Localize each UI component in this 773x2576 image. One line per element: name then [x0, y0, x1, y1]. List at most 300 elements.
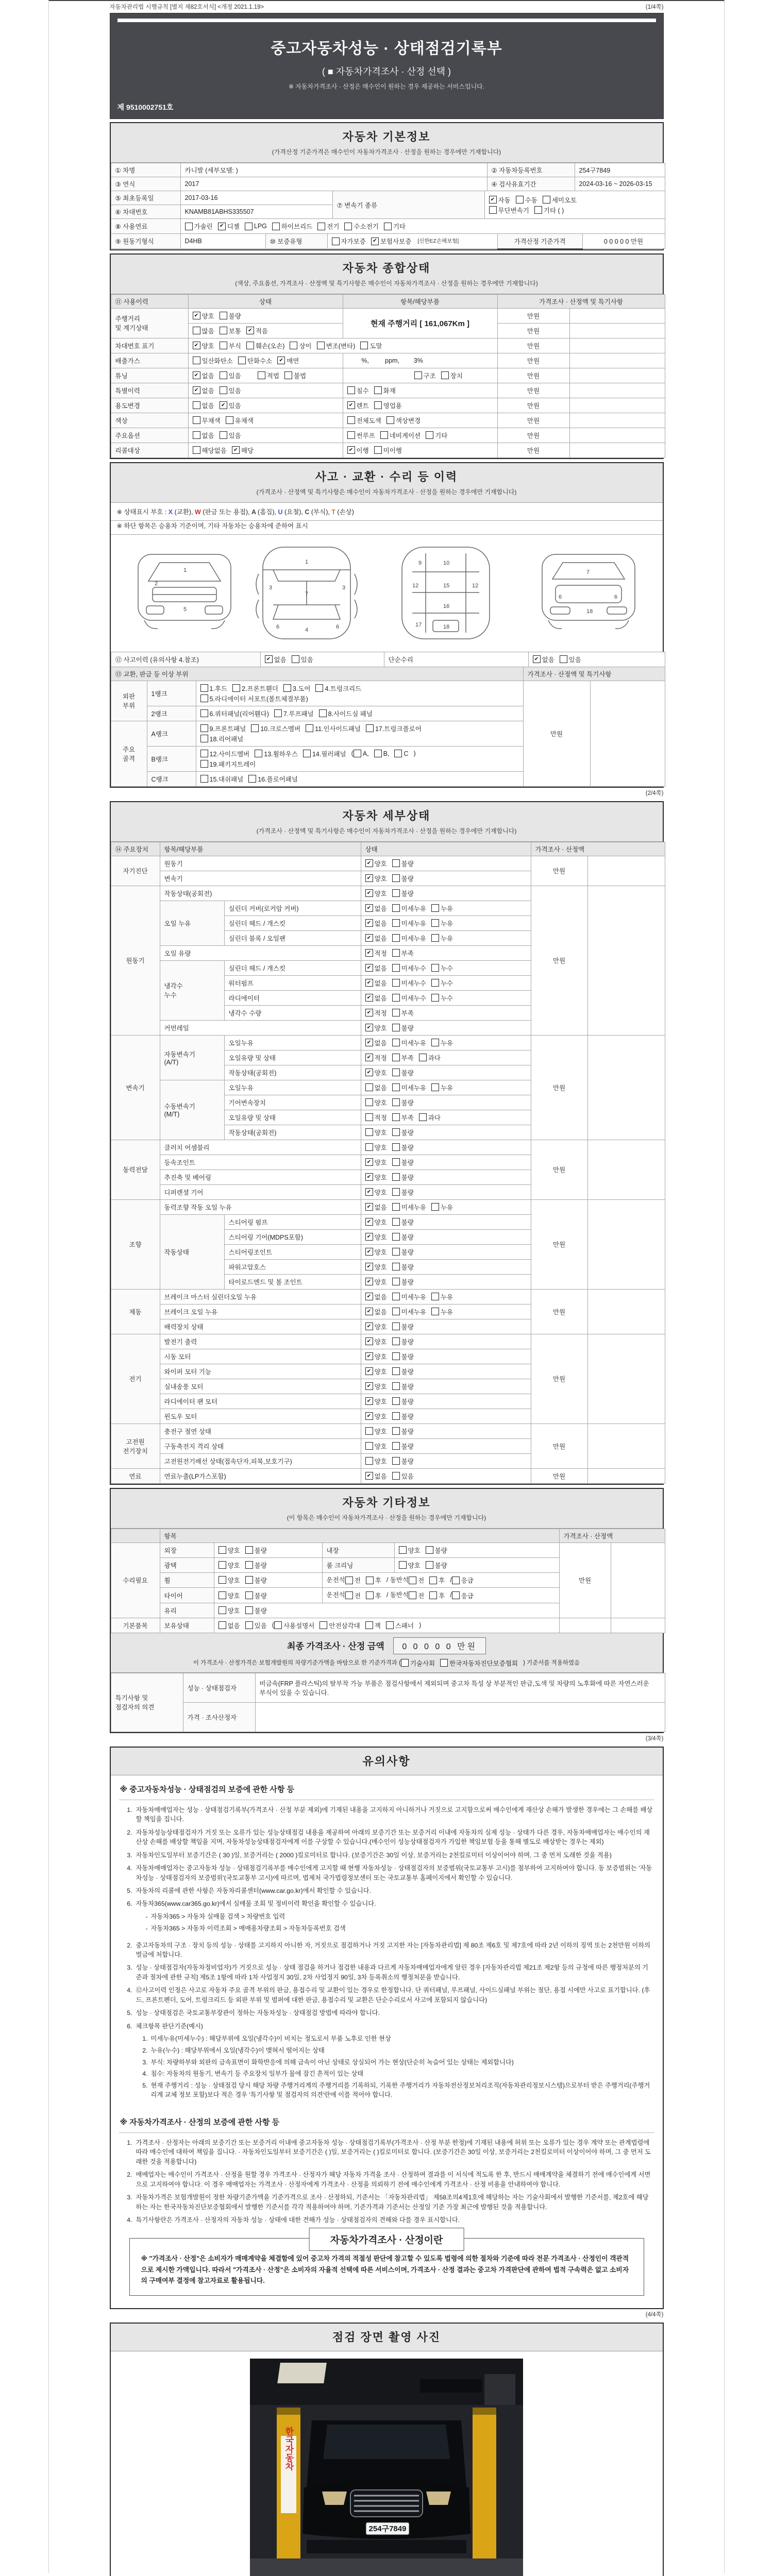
checkbox-양호[interactable]	[365, 1397, 387, 1406]
checkbox-box[interactable]	[489, 206, 497, 214]
checkbox-양호[interactable]	[365, 1128, 387, 1137]
checkbox-세미오토[interactable]	[543, 195, 577, 205]
checkbox-양호[interactable]	[365, 1023, 387, 1032]
checkbox-box[interactable]	[392, 1472, 400, 1480]
checkbox-box[interactable]: ✔	[365, 1024, 373, 1031]
checkbox-box[interactable]	[392, 1263, 400, 1270]
checkbox-양호[interactable]	[219, 1561, 240, 1570]
checkbox-box[interactable]	[392, 889, 400, 897]
checkbox-box[interactable]: ✔	[365, 1173, 373, 1181]
checkbox-box[interactable]	[365, 1143, 373, 1151]
checkbox-box[interactable]	[392, 1143, 400, 1151]
checkbox-훼손(오손)[interactable]	[246, 341, 285, 350]
checkbox-box[interactable]	[185, 223, 193, 230]
checkbox-box[interactable]	[258, 371, 265, 379]
checkbox-box[interactable]: ✔	[371, 238, 379, 245]
checkbox-없음[interactable]	[193, 401, 214, 410]
checkbox-box[interactable]: ✔	[533, 655, 541, 663]
checkbox-불량[interactable]	[392, 1143, 414, 1152]
checkbox-box[interactable]	[200, 775, 208, 783]
checkbox-box[interactable]	[392, 1427, 400, 1435]
checkbox-렌트[interactable]	[347, 401, 369, 410]
checkbox-누수[interactable]	[431, 978, 453, 988]
checkbox-box[interactable]	[431, 979, 439, 987]
checkbox-장치[interactable]	[441, 371, 463, 380]
checkbox-box[interactable]	[392, 979, 400, 987]
checkbox-도말[interactable]	[360, 341, 382, 350]
checkbox-불량[interactable]	[392, 1173, 414, 1182]
checkbox-box[interactable]: ✔	[365, 1352, 373, 1360]
checkbox-없음[interactable]	[365, 963, 387, 973]
checkbox-box[interactable]	[365, 1083, 373, 1091]
checkbox-box[interactable]	[399, 1561, 407, 1569]
checkbox-이행[interactable]	[347, 446, 369, 455]
checkbox-누유[interactable]	[431, 1083, 453, 1092]
checkbox-box[interactable]	[392, 1233, 400, 1241]
checkbox-box[interactable]	[354, 750, 361, 757]
checkbox-box[interactable]: ✔	[365, 904, 373, 912]
checkbox-영업용[interactable]	[374, 401, 402, 410]
checkbox-불량[interactable]	[392, 1262, 414, 1272]
checkbox-불량[interactable]	[392, 1427, 414, 1436]
checkbox-box[interactable]: ✔	[193, 342, 200, 349]
checkbox-box[interactable]	[365, 1442, 373, 1450]
checkbox-있음[interactable]	[220, 401, 241, 410]
checkbox-box[interactable]	[345, 1577, 353, 1584]
checkbox-없음[interactable]	[365, 993, 387, 1003]
checkbox-수소전기[interactable]	[344, 222, 378, 231]
checkbox-불량[interactable]	[392, 1277, 414, 1286]
checkbox-없음[interactable]	[533, 655, 554, 664]
checkbox-box[interactable]	[366, 724, 374, 732]
checkbox-box[interactable]	[193, 327, 200, 334]
checkbox-12.사이드멤버[interactable]	[200, 749, 250, 758]
checkbox-box[interactable]	[386, 416, 394, 424]
checkbox-box[interactable]	[392, 1218, 400, 1226]
checkbox-box[interactable]: ✔	[365, 1412, 373, 1420]
checkbox-없음[interactable]	[365, 904, 387, 913]
checkbox-3.도어[interactable]	[283, 684, 311, 693]
checkbox-box[interactable]	[365, 1427, 373, 1435]
checkbox-box[interactable]: ✔	[365, 1278, 373, 1285]
checkbox-box[interactable]: ✔	[193, 386, 200, 394]
checkbox-box[interactable]: ✔	[365, 934, 373, 942]
checkbox-과다[interactable]	[419, 1053, 441, 1062]
checkbox-해당없음[interactable]	[193, 446, 227, 455]
checkbox-18.리어패널[interactable]	[200, 734, 244, 743]
checkbox-전[interactable]	[345, 1575, 361, 1585]
checkbox-box[interactable]	[441, 371, 449, 379]
checkbox-box[interactable]	[431, 1039, 439, 1046]
checkbox-전[interactable]	[409, 1591, 424, 1600]
checkbox-없음[interactable]	[365, 1083, 387, 1092]
checkbox-box[interactable]: ✔	[365, 1308, 373, 1315]
checkbox-box[interactable]	[392, 1158, 400, 1166]
checkbox-적음[interactable]	[246, 326, 268, 335]
checkbox-box[interactable]: ✔	[365, 979, 373, 987]
checkbox-적정[interactable]	[365, 948, 387, 958]
checkbox-box[interactable]	[317, 342, 325, 349]
checkbox-양호[interactable]	[365, 1158, 387, 1167]
checkbox-과다[interactable]	[419, 1113, 441, 1122]
checkbox-없음[interactable]	[365, 978, 387, 988]
checkbox-양호[interactable]	[219, 1575, 240, 1585]
checkbox-box[interactable]	[365, 1098, 373, 1106]
checkbox-있음[interactable]	[392, 1471, 414, 1481]
checkbox-box[interactable]	[365, 1621, 373, 1629]
checkbox-box[interactable]	[392, 1024, 400, 1031]
checkbox-14.필러패널[interactable]	[303, 749, 346, 758]
checkbox-적법[interactable]	[258, 371, 279, 380]
checkbox-box[interactable]: ✔	[365, 1323, 373, 1330]
checkbox-부족[interactable]	[392, 1113, 414, 1122]
checkbox-미세누수[interactable]	[392, 963, 426, 973]
checkbox-box[interactable]	[392, 994, 400, 1002]
checkbox-응급[interactable]	[452, 1591, 474, 1600]
checkbox-LPG[interactable]	[245, 223, 267, 230]
checkbox-무단변속기[interactable]	[489, 206, 529, 215]
checkbox-자가보증[interactable]	[332, 236, 366, 246]
checkbox-4.트렁크리드[interactable]	[315, 684, 361, 693]
checkbox-누수[interactable]	[431, 993, 453, 1003]
checkbox-불량[interactable]	[392, 1247, 414, 1257]
checkbox-미이행[interactable]	[374, 446, 402, 455]
checkbox-box[interactable]	[200, 724, 208, 732]
checkbox-box[interactable]	[274, 709, 282, 717]
checkbox-box[interactable]	[366, 1577, 374, 1584]
checkbox-box[interactable]	[392, 1098, 400, 1106]
checkbox-box[interactable]: ✔	[193, 371, 200, 379]
checkbox-불량[interactable]	[392, 1382, 414, 1391]
checkbox-box[interactable]	[386, 1621, 394, 1629]
checkbox-box[interactable]: ✔	[365, 1054, 373, 1061]
checkbox-불량[interactable]	[392, 1217, 414, 1227]
checkbox-box[interactable]	[384, 223, 392, 230]
checkbox-box[interactable]	[392, 949, 400, 957]
checkbox-box[interactable]	[426, 431, 433, 439]
checkbox-양호[interactable]	[193, 341, 214, 350]
checkbox-불량[interactable]	[245, 1606, 267, 1615]
checkbox-box[interactable]	[317, 223, 325, 230]
checkbox-색상변경[interactable]	[386, 416, 421, 425]
checkbox-불량[interactable]	[392, 1232, 414, 1242]
checkbox-양호[interactable]	[365, 1442, 387, 1451]
checkbox-누유[interactable]	[431, 904, 453, 913]
checkbox-미세누유[interactable]	[392, 919, 426, 928]
checkbox-box[interactable]	[306, 724, 313, 732]
checkbox-box[interactable]	[392, 1009, 400, 1016]
checkbox-box[interactable]	[534, 206, 542, 214]
checkbox-box[interactable]: ✔	[246, 327, 254, 334]
checkbox-없음[interactable]	[365, 934, 387, 943]
checkbox-box[interactable]	[392, 904, 400, 912]
checkbox-box[interactable]: ✔	[365, 1263, 373, 1270]
checkbox-누유[interactable]	[431, 1292, 453, 1301]
checkbox-없음[interactable]	[365, 1307, 387, 1316]
checkbox-전기[interactable]	[317, 222, 339, 231]
checkbox-box[interactable]	[374, 386, 382, 394]
checkbox-미세누수[interactable]	[392, 978, 426, 988]
checkbox-양호[interactable]	[219, 1546, 240, 1555]
checkbox-9.프론트패널[interactable]	[200, 724, 246, 733]
checkbox-응급[interactable]	[452, 1575, 474, 1585]
checkbox-box[interactable]	[332, 238, 340, 245]
checkbox-box[interactable]	[392, 1039, 400, 1046]
checkbox-box[interactable]: ✔	[218, 223, 226, 230]
checkbox-있음[interactable]	[220, 371, 241, 380]
checkbox-box[interactable]: ✔	[365, 919, 373, 927]
checkbox-없음[interactable]	[193, 371, 214, 380]
checkbox-양호[interactable]	[365, 1232, 387, 1242]
checkbox-box[interactable]	[290, 342, 297, 349]
checkbox-box[interactable]	[365, 1457, 373, 1465]
checkbox-box[interactable]	[392, 1128, 400, 1136]
checkbox-부족[interactable]	[392, 948, 414, 958]
checkbox-없음[interactable]	[365, 1202, 387, 1212]
checkbox-없음[interactable]	[193, 386, 214, 395]
checkbox-16.플로어패널[interactable]	[248, 774, 298, 784]
checkbox-유채색[interactable]	[226, 416, 254, 425]
checkbox-후[interactable]	[366, 1575, 381, 1585]
checkbox-불량[interactable]	[392, 1068, 414, 1077]
checkbox-없음[interactable]	[365, 1471, 387, 1481]
checkbox-한국자동차진단보증협회[interactable]	[440, 1658, 518, 1668]
checkbox-box[interactable]	[245, 1576, 253, 1584]
checkbox-box[interactable]: ✔	[365, 1367, 373, 1375]
checkbox-box[interactable]	[392, 919, 400, 927]
checkbox-box[interactable]	[392, 1382, 400, 1390]
checkbox-box[interactable]	[392, 1442, 400, 1450]
checkbox-불량[interactable]	[392, 1337, 414, 1346]
checkbox-box[interactable]	[245, 1606, 253, 1614]
checkbox-box[interactable]	[431, 1203, 439, 1211]
checkbox-box[interactable]	[516, 196, 524, 204]
checkbox-있음[interactable]	[560, 655, 581, 664]
checkbox-box[interactable]	[560, 655, 567, 663]
checkbox-box[interactable]	[426, 1561, 433, 1569]
checkbox-box[interactable]: ✔	[365, 1039, 373, 1046]
checkbox-box[interactable]	[392, 1352, 400, 1360]
checkbox-불량[interactable]	[220, 311, 241, 320]
checkbox-box[interactable]	[392, 1337, 400, 1345]
checkbox-상이[interactable]	[290, 341, 311, 350]
checkbox-box[interactable]	[392, 934, 400, 942]
checkbox-19.패키지트레이[interactable]	[200, 759, 256, 769]
checkbox-미세누유[interactable]	[392, 934, 426, 943]
checkbox-box[interactable]	[319, 709, 327, 717]
checkbox-양호[interactable]	[365, 1247, 387, 1257]
checkbox-box[interactable]: ✔	[365, 1188, 373, 1196]
checkbox-box[interactable]	[431, 934, 439, 942]
checkbox-불량[interactable]	[392, 1352, 414, 1361]
checkbox-해당[interactable]	[232, 446, 254, 455]
checkbox-적정[interactable]	[365, 1113, 387, 1122]
checkbox-box[interactable]	[392, 1412, 400, 1420]
checkbox-불량[interactable]	[245, 1591, 267, 1600]
checkbox-box[interactable]: ✔	[277, 357, 285, 364]
checkbox-불량[interactable]	[245, 1575, 267, 1585]
checkbox-box[interactable]	[200, 735, 208, 742]
checkbox-box[interactable]	[345, 1591, 353, 1599]
checkbox-없음[interactable]	[365, 1038, 387, 1047]
checkbox-box[interactable]	[392, 1323, 400, 1330]
checkbox-box[interactable]	[392, 1308, 400, 1315]
checkbox-box[interactable]: ✔	[220, 401, 227, 409]
checkbox-box[interactable]: ✔	[365, 859, 373, 867]
checkbox-없음[interactable]	[219, 1621, 240, 1630]
checkbox-13.휠하우스[interactable]	[255, 749, 298, 758]
checkbox-box[interactable]	[452, 1591, 460, 1599]
checkbox-양호[interactable]	[365, 1098, 387, 1107]
checkbox-불량[interactable]	[392, 859, 414, 868]
checkbox-box[interactable]: ✔	[265, 655, 273, 663]
checkbox-하이브리드[interactable]	[272, 222, 312, 231]
checkbox-box[interactable]	[220, 312, 227, 319]
checkbox-box[interactable]	[193, 431, 200, 439]
checkbox-5.라디에이터 서포트(볼트체결부품)[interactable]	[200, 694, 308, 703]
checkbox-box[interactable]	[274, 1621, 282, 1629]
checkbox-box[interactable]	[344, 223, 352, 230]
checkbox-box[interactable]	[429, 1577, 437, 1584]
checkbox-box[interactable]	[409, 1577, 416, 1584]
checkbox-box[interactable]: ✔	[489, 196, 497, 204]
checkbox-box[interactable]	[419, 1113, 427, 1121]
checkbox-자동[interactable]	[489, 195, 511, 205]
checkbox-box[interactable]: ✔	[365, 1009, 373, 1016]
checkbox-box[interactable]: ✔	[193, 312, 200, 319]
checkbox-box[interactable]	[392, 1113, 400, 1121]
checkbox-불량[interactable]	[392, 1023, 414, 1032]
checkbox-box[interactable]	[238, 357, 246, 364]
checkbox-양호[interactable]	[219, 1606, 240, 1615]
checkbox-1.후드[interactable]	[200, 684, 228, 693]
checkbox-보험사보증[interactable]	[371, 236, 411, 246]
checkbox-양호[interactable]	[399, 1561, 421, 1570]
checkbox-box[interactable]	[374, 750, 382, 757]
checkbox-box[interactable]	[366, 1591, 374, 1599]
checkbox-box[interactable]	[219, 1591, 226, 1599]
checkbox-box[interactable]	[543, 196, 550, 204]
checkbox-양호[interactable]	[365, 1068, 387, 1077]
checkbox-누유[interactable]	[431, 1202, 453, 1212]
checkbox-양호[interactable]	[219, 1591, 240, 1600]
checkbox-전체도색[interactable]	[347, 416, 381, 425]
checkbox-box[interactable]: ✔	[365, 1382, 373, 1390]
checkbox-양호[interactable]	[365, 1322, 387, 1331]
checkbox-없음[interactable]	[365, 919, 387, 928]
checkbox-적정[interactable]	[365, 1008, 387, 1018]
checkbox-잭[interactable]	[365, 1621, 381, 1630]
checkbox-box[interactable]	[283, 684, 291, 692]
checkbox-양호[interactable]	[365, 1188, 387, 1197]
checkbox-부족[interactable]	[392, 1053, 414, 1062]
checkbox-불량[interactable]	[392, 1397, 414, 1406]
checkbox-구조[interactable]	[414, 371, 436, 380]
checkbox-box[interactable]: ✔	[365, 964, 373, 972]
checkbox-box[interactable]	[245, 1621, 253, 1629]
checkbox-불량[interactable]	[392, 874, 414, 883]
checkbox-양호[interactable]	[365, 889, 387, 898]
checkbox-box[interactable]	[392, 1054, 400, 1061]
checkbox-화재[interactable]	[374, 386, 396, 395]
checkbox-안전삼각대[interactable]	[320, 1621, 360, 1630]
checkbox-box[interactable]	[200, 694, 208, 702]
checkbox-box[interactable]	[419, 1054, 427, 1061]
checkbox-부식[interactable]	[220, 341, 241, 350]
checkbox-불법[interactable]	[284, 371, 306, 380]
checkbox-box[interactable]	[200, 684, 208, 692]
checkbox-box[interactable]	[392, 874, 400, 882]
checkbox-사용설명서[interactable]	[274, 1621, 314, 1630]
checkbox-기술사회[interactable]	[401, 1658, 435, 1668]
checkbox-box[interactable]	[219, 1576, 226, 1584]
checkbox-17.트렁크플로어[interactable]	[366, 724, 422, 733]
checkbox-box[interactable]: ✔	[365, 1203, 373, 1211]
checkbox-box[interactable]	[365, 1113, 373, 1121]
checkbox-box[interactable]	[365, 1128, 373, 1136]
checkbox-box[interactable]	[392, 1188, 400, 1196]
checkbox-box[interactable]: ✔	[365, 1158, 373, 1166]
checkbox-box[interactable]: ✔	[365, 1397, 373, 1405]
checkbox-양호[interactable]	[365, 1427, 387, 1436]
checkbox-일산화탄소[interactable]	[193, 356, 233, 365]
checkbox-적정[interactable]	[365, 1053, 387, 1062]
checkbox-6.쿼터패널(리어휀다)[interactable]	[200, 709, 269, 718]
checkbox-box[interactable]	[452, 1577, 460, 1584]
checkbox-box[interactable]	[193, 357, 200, 364]
checkbox-양호[interactable]	[365, 1367, 387, 1376]
checkbox-box[interactable]	[232, 684, 240, 692]
checkbox-불량[interactable]	[392, 889, 414, 898]
checkbox-없음[interactable]	[193, 431, 214, 440]
checkbox-box[interactable]: ✔	[365, 1218, 373, 1226]
checkbox-누수[interactable]	[431, 963, 453, 973]
checkbox-전[interactable]	[409, 1575, 424, 1585]
checkbox-box[interactable]: ✔	[365, 1069, 373, 1076]
checkbox-box[interactable]	[315, 684, 323, 692]
checkbox-box[interactable]: ✔	[347, 401, 355, 409]
checkbox-11.인사이드패널[interactable]	[306, 724, 361, 733]
checkbox-침수[interactable]	[347, 386, 369, 395]
checkbox-box[interactable]	[193, 416, 200, 424]
checkbox-미세누유[interactable]	[392, 1292, 426, 1301]
checkbox-있음[interactable]	[220, 431, 241, 440]
checkbox-불량[interactable]	[392, 1098, 414, 1107]
checkbox-양호[interactable]	[365, 1382, 387, 1391]
checkbox-A,[interactable]	[354, 750, 369, 757]
checkbox-box[interactable]	[219, 1606, 226, 1614]
checkbox-box[interactable]	[392, 1367, 400, 1375]
checkbox-가솔린[interactable]	[185, 222, 213, 231]
checkbox-box[interactable]: ✔	[232, 446, 240, 454]
checkbox-불량[interactable]	[392, 1322, 414, 1331]
checkbox-불량[interactable]	[426, 1546, 447, 1555]
checkbox-양호[interactable]	[365, 1412, 387, 1421]
checkbox-box[interactable]	[219, 1546, 226, 1554]
checkbox-양호[interactable]	[193, 311, 214, 320]
checkbox-box[interactable]	[392, 1293, 400, 1300]
checkbox-box[interactable]	[193, 401, 200, 409]
checkbox-box[interactable]: ✔	[365, 1472, 373, 1480]
checkbox-기타 ( )[interactable]	[534, 206, 564, 215]
checkbox-10.크로스멤버[interactable]	[251, 724, 300, 733]
checkbox-8.사이드실 패널[interactable]	[319, 709, 373, 718]
checkbox-box[interactable]	[431, 1083, 439, 1091]
checkbox-box[interactable]	[303, 750, 311, 757]
checkbox-box[interactable]	[245, 1591, 253, 1599]
checkbox-box[interactable]: ✔	[347, 446, 355, 454]
checkbox-box[interactable]	[392, 1069, 400, 1076]
